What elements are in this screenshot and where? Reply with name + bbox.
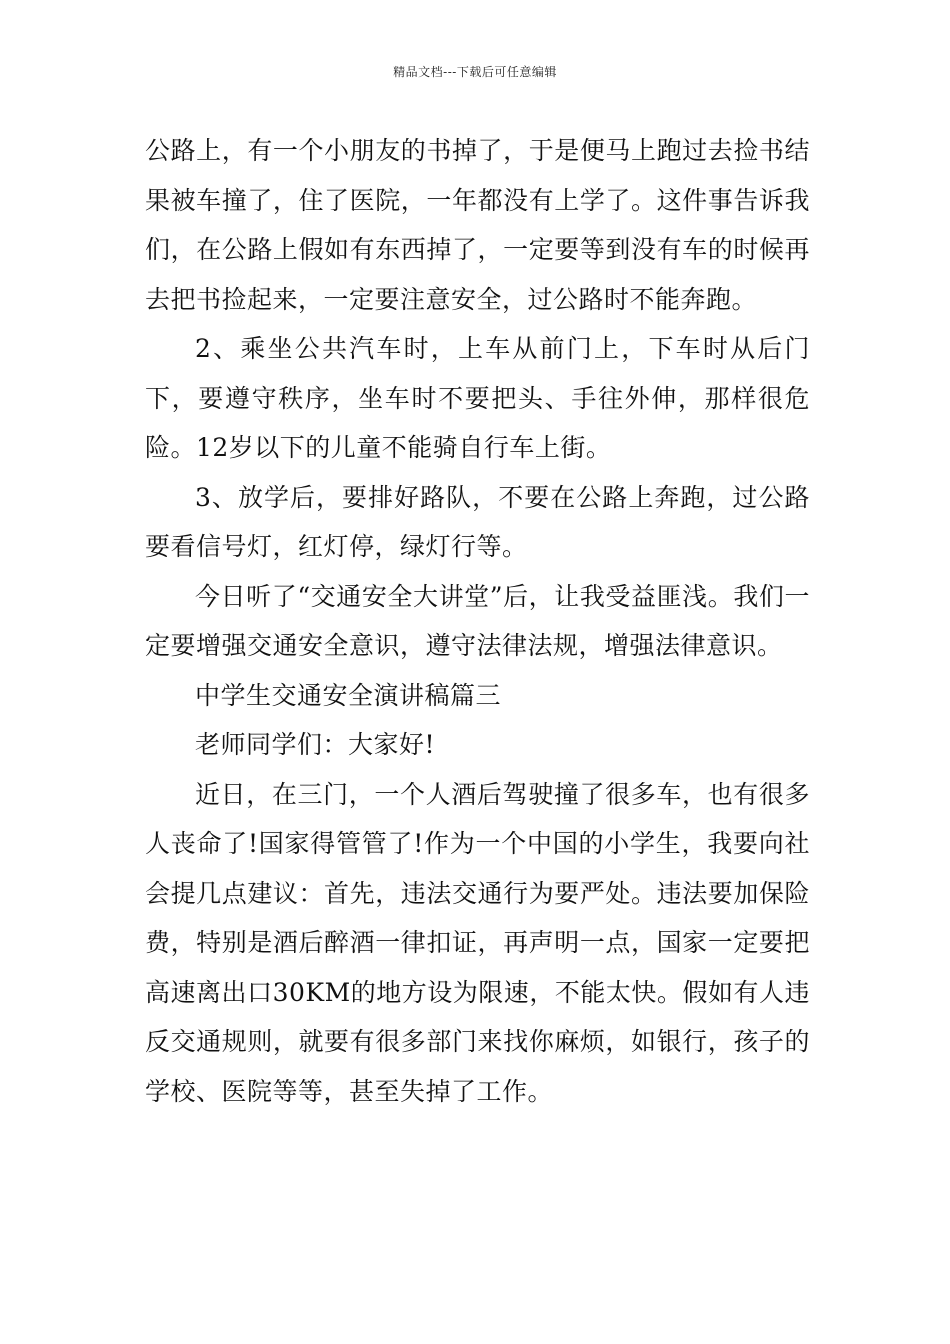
paragraph-speech-body: 近日，在三门，一个人酒后驾驶撞了很多车，也有很多人丧命了!国家得管管了!作为一个中国的小学生，我要向社会提几点建议：首先，违法交通行为要严处。违法要加保险费，特别是酒后醉酒一律扣证，再声明一点，国家一定要把高速离出口30KM的地方设为限速，不能太快。假如有人违反交通规则，就要有很多部门来找你麻烦，如银行，孩子的学校、医院等等，甚至失掉了工作。 xyxy=(145,779,810,1106)
greeting: 老师同学们：大家好! xyxy=(195,730,436,759)
paragraph-continuation: 公路上，有一个小朋友的书掉了，于是便马上跑过去捡书结果被车撞了，住了医院，一年都没有上学了。这件事告诉我们，在公路上假如有东西掉了，一定要等到没有车的时候再去把书捡起来，一定要注意安全，过公路时不能奔跑。 xyxy=(145,136,810,314)
paragraph-item-2: 2、乘坐公共汽车时，上车从前门上，下车时从后门下，要遵守秩序，坐车时不要把头、手往外伸，那样很危险。12岁以下的儿童不能骑自行车上街。 xyxy=(145,334,810,462)
page-header: 精品文档---下载后可任意编辑 xyxy=(393,65,557,79)
paragraph-item-3: 3、放学后，要排好路队，不要在公路上奔跑，过公路要看信号灯，红灯停，绿灯行等。 xyxy=(145,482,810,561)
section-heading: 中学生交通安全演讲稿篇三 xyxy=(195,680,502,710)
paragraph-conclusion: 今日听了“交通安全大讲堂”后，让我受益匪浅。我们一定要增强交通安全意识，遵守法律法规，增强法律意识。 xyxy=(145,581,810,660)
document-body xyxy=(145,126,810,1116)
